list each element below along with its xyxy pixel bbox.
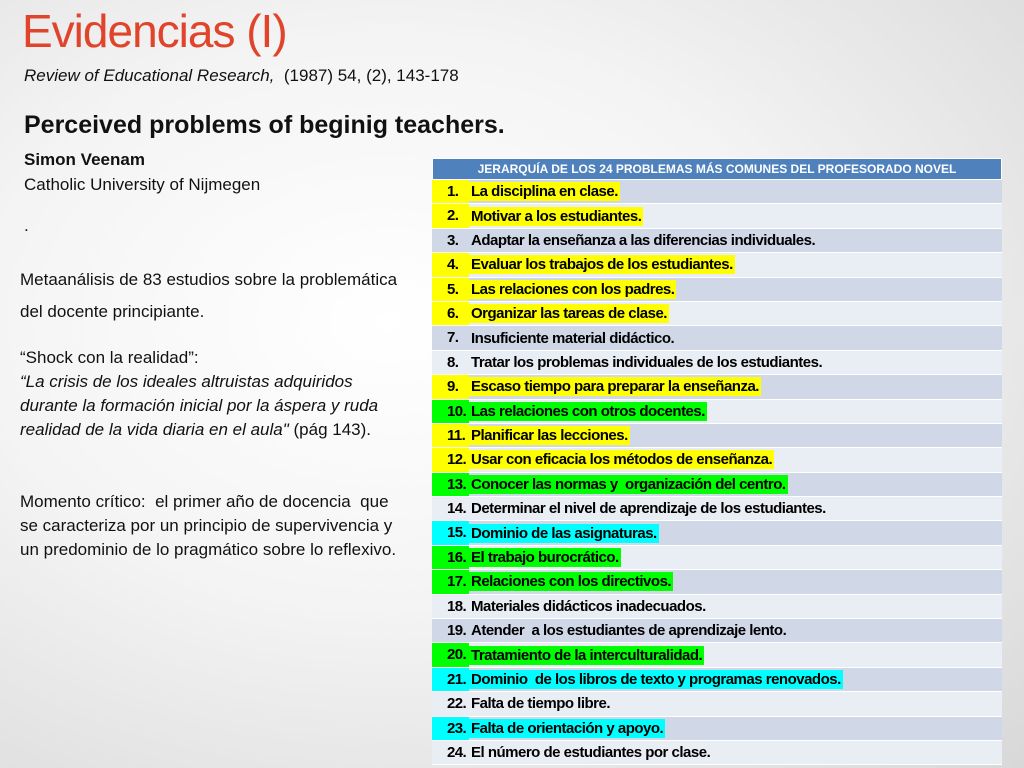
problem-text: Usar con eficacia los métodos de enseñanza. bbox=[471, 451, 773, 469]
problem-text: Insuficiente material didáctico. bbox=[471, 329, 675, 347]
table-row bbox=[432, 278, 1002, 302]
rank-number: 11. bbox=[432, 424, 469, 447]
rank-number: 14. bbox=[447, 500, 467, 518]
author-affiliation: Catholic University of Nijmegen bbox=[24, 175, 261, 194]
rank-number: 4. bbox=[432, 253, 469, 276]
problem-text: El número de estudiantes por clase. bbox=[471, 744, 711, 762]
rank-number: 10. bbox=[432, 400, 469, 423]
shock-quote-ref: (pág 143). bbox=[288, 420, 372, 439]
problem-text: Dominio de los libros de texto y programas renovados. bbox=[471, 671, 841, 688]
rank-number: 3. bbox=[447, 231, 459, 249]
metaanalysis-text: Metaanálisis de 83 estudios sobre la problemática del docente principiante. bbox=[20, 270, 398, 321]
table-row bbox=[432, 253, 1002, 277]
problem-text: Atender a los estudiantes de aprendizaje lento. bbox=[471, 622, 787, 640]
rank-number: 17. bbox=[432, 570, 469, 593]
table-row bbox=[432, 204, 1002, 228]
paper-title: Perceived problems of beginig teachers. bbox=[24, 111, 505, 139]
problem-text: Las relaciones con los padres. bbox=[471, 280, 675, 298]
rank-number: 19. bbox=[447, 622, 467, 640]
table-row bbox=[432, 326, 1002, 350]
problem-text: Las relaciones con otros docentes. bbox=[471, 402, 705, 420]
problem-text: Tratar los problemas individuales de los estudiantes. bbox=[471, 353, 823, 371]
citation-details: (1987) 54, (2), 143-178 bbox=[274, 66, 459, 85]
table-header: JERARQUÍA DE LOS 24 PROBLEMAS MÁS COMUNES DEL PROFESORADO NOVEL bbox=[432, 158, 1002, 180]
rank-number: 15. bbox=[432, 521, 469, 544]
critical-moment-text: Momento crítico: el primer año de docencia que se caracteriza por un principio de supervivencia y un predominio de lo pragmático sobre lo reflexivo. bbox=[20, 492, 398, 559]
table-row bbox=[432, 619, 1002, 643]
table-row bbox=[432, 546, 1002, 570]
rank-number: 9. bbox=[432, 375, 469, 398]
rank-number: 6. bbox=[432, 302, 469, 325]
table-row bbox=[432, 717, 1002, 741]
author-name: Simon Veenam bbox=[24, 150, 145, 169]
problem-text: Evaluar los trabajos de los estudiantes. bbox=[471, 256, 733, 274]
problem-text: La disciplina en clase. bbox=[471, 183, 618, 201]
rank-number: 12. bbox=[432, 448, 469, 471]
problem-text: Escaso tiempo para preparar la enseñanza. bbox=[471, 378, 759, 396]
table-body bbox=[432, 180, 1002, 765]
table-row bbox=[432, 595, 1002, 619]
rank-number: 20. bbox=[432, 643, 469, 666]
rank-number: 1. bbox=[432, 180, 469, 203]
shock-quote-label: “Shock con la realidad”: bbox=[20, 348, 199, 367]
table-row bbox=[432, 692, 1002, 716]
table-row bbox=[432, 448, 1002, 472]
rank-number: 22. bbox=[447, 695, 467, 713]
problem-text: Relaciones con los directivos. bbox=[471, 573, 672, 591]
table-row bbox=[432, 180, 1002, 204]
table-row bbox=[432, 400, 1002, 424]
rank-number: 7. bbox=[447, 329, 459, 347]
slide-title: Evidencias (I) bbox=[22, 5, 287, 57]
problem-text: Organizar las tareas de clase. bbox=[471, 305, 667, 323]
citation bbox=[24, 66, 459, 86]
rank-number: 2. bbox=[432, 204, 469, 227]
table-row bbox=[432, 375, 1002, 399]
rank-number: 5. bbox=[432, 278, 469, 301]
table-row bbox=[432, 741, 1002, 765]
bullet-dot: . bbox=[24, 216, 29, 235]
problem-text: Tratamiento de la interculturalidad. bbox=[471, 646, 703, 664]
problem-text: El trabajo burocrático. bbox=[471, 549, 619, 567]
problems-table bbox=[432, 158, 1002, 765]
table-row bbox=[432, 643, 1002, 667]
rank-number: 16. bbox=[432, 546, 469, 569]
table-row bbox=[432, 668, 1002, 692]
problem-text: Planificar las lecciones. bbox=[471, 427, 628, 445]
table-row bbox=[432, 521, 1002, 545]
rank-number: 18. bbox=[447, 597, 467, 615]
table-row bbox=[432, 424, 1002, 448]
rank-number: 21. bbox=[432, 668, 469, 691]
problem-text: Materiales didácticos inadecuados. bbox=[471, 597, 706, 615]
rank-number: 23. bbox=[432, 717, 469, 740]
rank-number: 13. bbox=[432, 473, 469, 496]
table-row bbox=[432, 473, 1002, 497]
problem-text: Falta de orientación y apoyo. bbox=[471, 719, 664, 737]
citation-journal: Review of Educational Research, bbox=[24, 66, 275, 85]
problem-text: Adaptar la enseñanza a las diferencias individuales. bbox=[471, 231, 816, 249]
table-row bbox=[432, 570, 1002, 594]
table-row bbox=[432, 351, 1002, 375]
problem-text: Dominio de las asignaturas. bbox=[471, 524, 657, 542]
rank-number: 8. bbox=[447, 353, 459, 371]
problem-text: Conocer las normas y organización del centro. bbox=[471, 475, 786, 493]
table-row bbox=[432, 229, 1002, 253]
problem-text: Falta de tiempo libre. bbox=[471, 695, 611, 713]
shock-quote-text: “La crisis de los ideales altruistas adquiridos durante la formación inicial por la áspera y ruda realidad de la vida diaria en el aula" bbox=[20, 372, 379, 439]
table-row bbox=[432, 497, 1002, 521]
problem-text: Determinar el nivel de aprendizaje de los estudiantes. bbox=[471, 500, 826, 518]
table-row bbox=[432, 302, 1002, 326]
problem-text: Motivar a los estudiantes. bbox=[471, 207, 642, 225]
rank-number: 24. bbox=[447, 743, 467, 761]
shock-quote bbox=[20, 346, 410, 442]
